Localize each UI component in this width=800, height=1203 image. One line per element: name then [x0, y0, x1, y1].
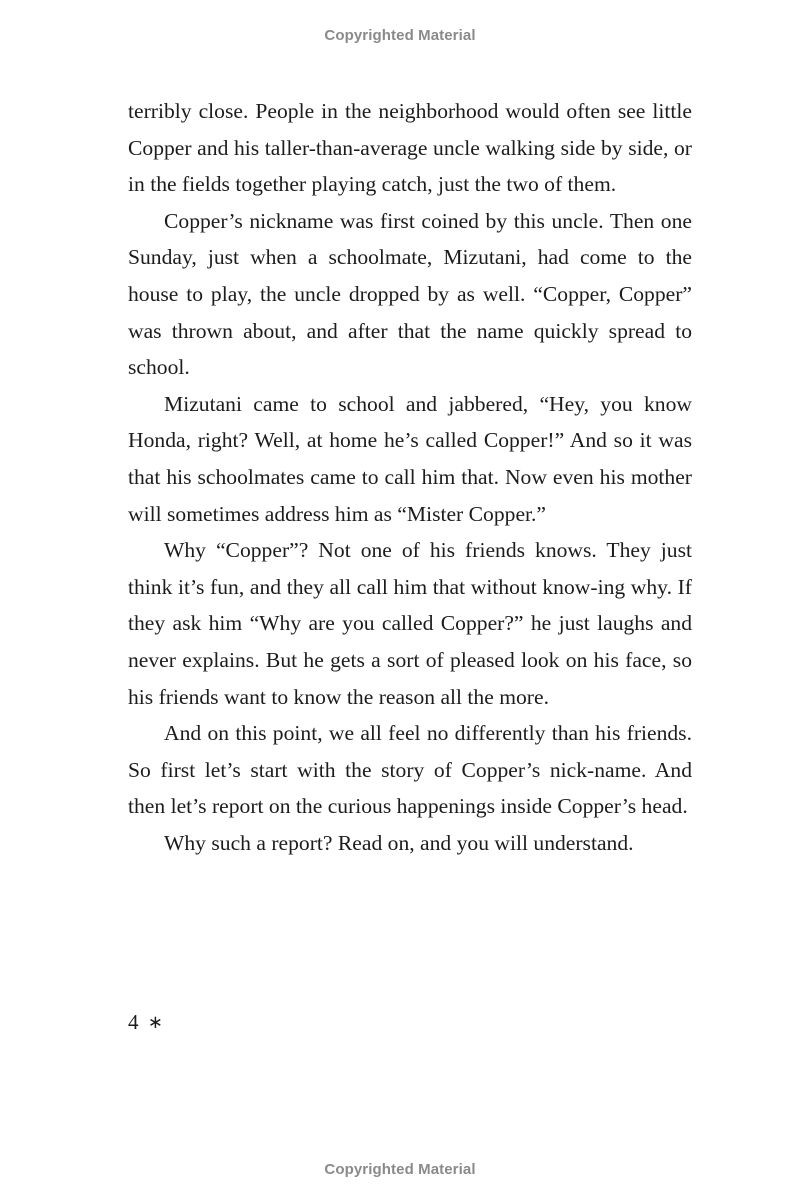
paragraph-4: Why “Copper”? Not one of his friends knows. They just think it’s fun, and they all call him that without know-ing why. If they ask him “Why are you called Copper?” he just laughs and never explains. But he gets a sort of pleased look on his face, so his friends want to know the reason all the more.	[128, 538, 692, 709]
paragraph-2: Copper’s nickname was first coined by this uncle. Then one Sunday, just when a schoolmate, Mizutani, had come to the house to play, the uncle dropped by as well. “Copper, Copper” was thrown about, and after that the name quickly spread to school.	[128, 208, 692, 380]
paragraph-6: Why such a report? Read on, and you will understand.	[164, 830, 634, 855]
page-number: 4	[128, 1010, 139, 1034]
copyright-watermark-top: Copyrighted Material	[324, 27, 476, 44]
paragraph-3: Mizutani came to school and jabbered, “Hey, you know Honda, right? Well, at home he’s called Copper!” And so it was that his schoolmates came to call him that. Now even his mother will sometimes address him as “Mister Copper.”	[128, 391, 692, 526]
asterisk-ornament-icon: ∗	[147, 1012, 163, 1033]
page-footer	[128, 1010, 163, 1035]
paragraph-5: And on this point, we all feel no differently than his friends. So first let’s start with the story of Copper’s nick-name. And then let’s report on the curious happenings inside Copper’s head.	[128, 721, 692, 819]
body-text	[128, 93, 692, 861]
paragraph-1: terribly close. People in the neighborhood would often see little Copper and his taller-than-average uncle walking side by side, or in the fields together playing catch, just the two of them.	[128, 99, 692, 197]
copyright-watermark-bottom: Copyrighted Material	[324, 1161, 476, 1178]
